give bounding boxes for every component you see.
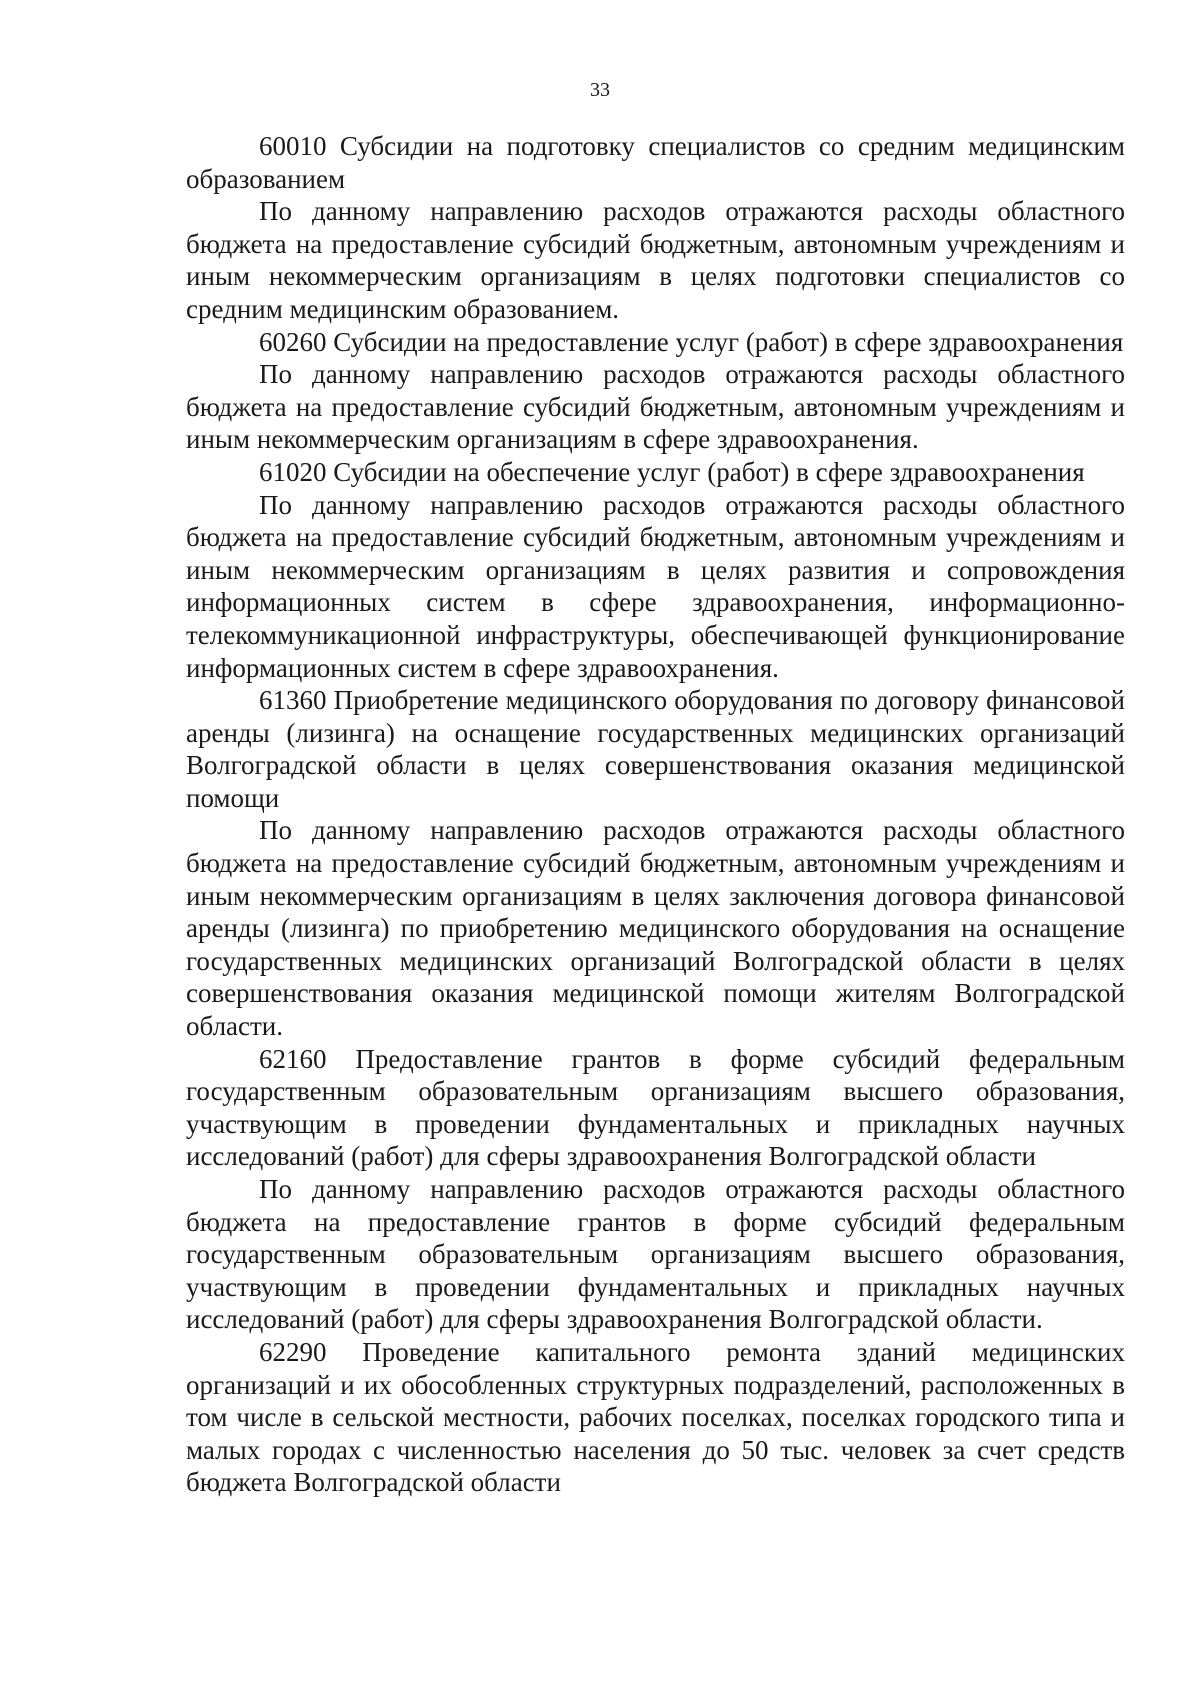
- item-heading-60010: 60010 Субсидии на подготовку специалистов со средним медицинским образованием: [186, 131, 1125, 194]
- item-description-62160: По данному направлению расходов отражаются расходы областного бюджета на предоставление грантов в форме субсидий федеральным государственным образовательным организациям высшего образования, участвующим в проведении фундаментальных и прикладных научных исследований (работ) для сферы здравоохранения Волгоградской области.: [186, 1174, 1125, 1335]
- item-heading-62290: 62290 Проведение капитального ремонта зданий медицинских организаций и их обособленных структурных подразделений, расположенных в том числе в сельской местности, рабочих поселках, поселках городского типа и малых городах с численностью населения до 50 тыс. человек за счет средств бюджета Волгоградской области: [186, 1336, 1125, 1498]
- item-heading-60260: 60260 Субсидии на предоставление услуг (работ) в сфере здравоохранения: [259, 326, 1124, 357]
- item-heading-62160: 62160 Предоставление грантов в форме субсидий федеральным государственным образовательным организациям высшего образования, участвующим в проведении фундаментальных и прикладных научных исследований (работ) для сферы здравоохранения Волгоградской области: [186, 1043, 1125, 1172]
- item-description-61020: По данному направлению расходов отражаются расходы областного бюджета на предоставление субсидий бюджетным, автономным учреждениям и иным некоммерческим организациям в целях развития и сопровождения информационных систем в сфере здравоохранения, информационно-телекоммуникационной инфраструктуры, обеспечивающей функционирование информационных систем в сфере здравоохранения.: [186, 489, 1125, 683]
- item-description-61360: По данному направлению расходов отражаются расходы областного бюджета на предоставление субсидий бюджетным, автономным учреждениям и иным некоммерческим организациям в целях заключения договора финансовой аренды (лизинга) по приобретению медицинского оборудования на оснащение государственных медицинских организаций Волгоградской области в целях совершенствования оказания медицинской помощи жителям Волгоградской области.: [186, 815, 1125, 1042]
- page-number: 33: [590, 79, 610, 101]
- item-description-60260: По данному направлению расходов отражаются расходы областного бюджета на предоставление субсидий бюджетным, автономным учреждениям и иным некоммерческим организациям в сфере здравоохранения.: [186, 359, 1125, 455]
- document-body: [186, 130, 1125, 1499]
- item-description-60010: По данному направлению расходов отражаются расходы областного бюджета на предоставление субсидий бюджетным, автономным учреждениям и иным некоммерческим организациям в целях подготовки специалистов со средним медицинским образованием.: [186, 196, 1125, 324]
- item-heading-61020: 61020 Субсидии на обеспечение услуг (работ) в сфере здравоохранения: [259, 456, 1085, 487]
- item-heading-61360: 61360 Приобретение медицинского оборудования по договору финансовой аренды (лизинга) на оснащение государственных медицинских организаций Волгоградской области в целях совершенствования оказания медицинской помощи: [186, 685, 1125, 813]
